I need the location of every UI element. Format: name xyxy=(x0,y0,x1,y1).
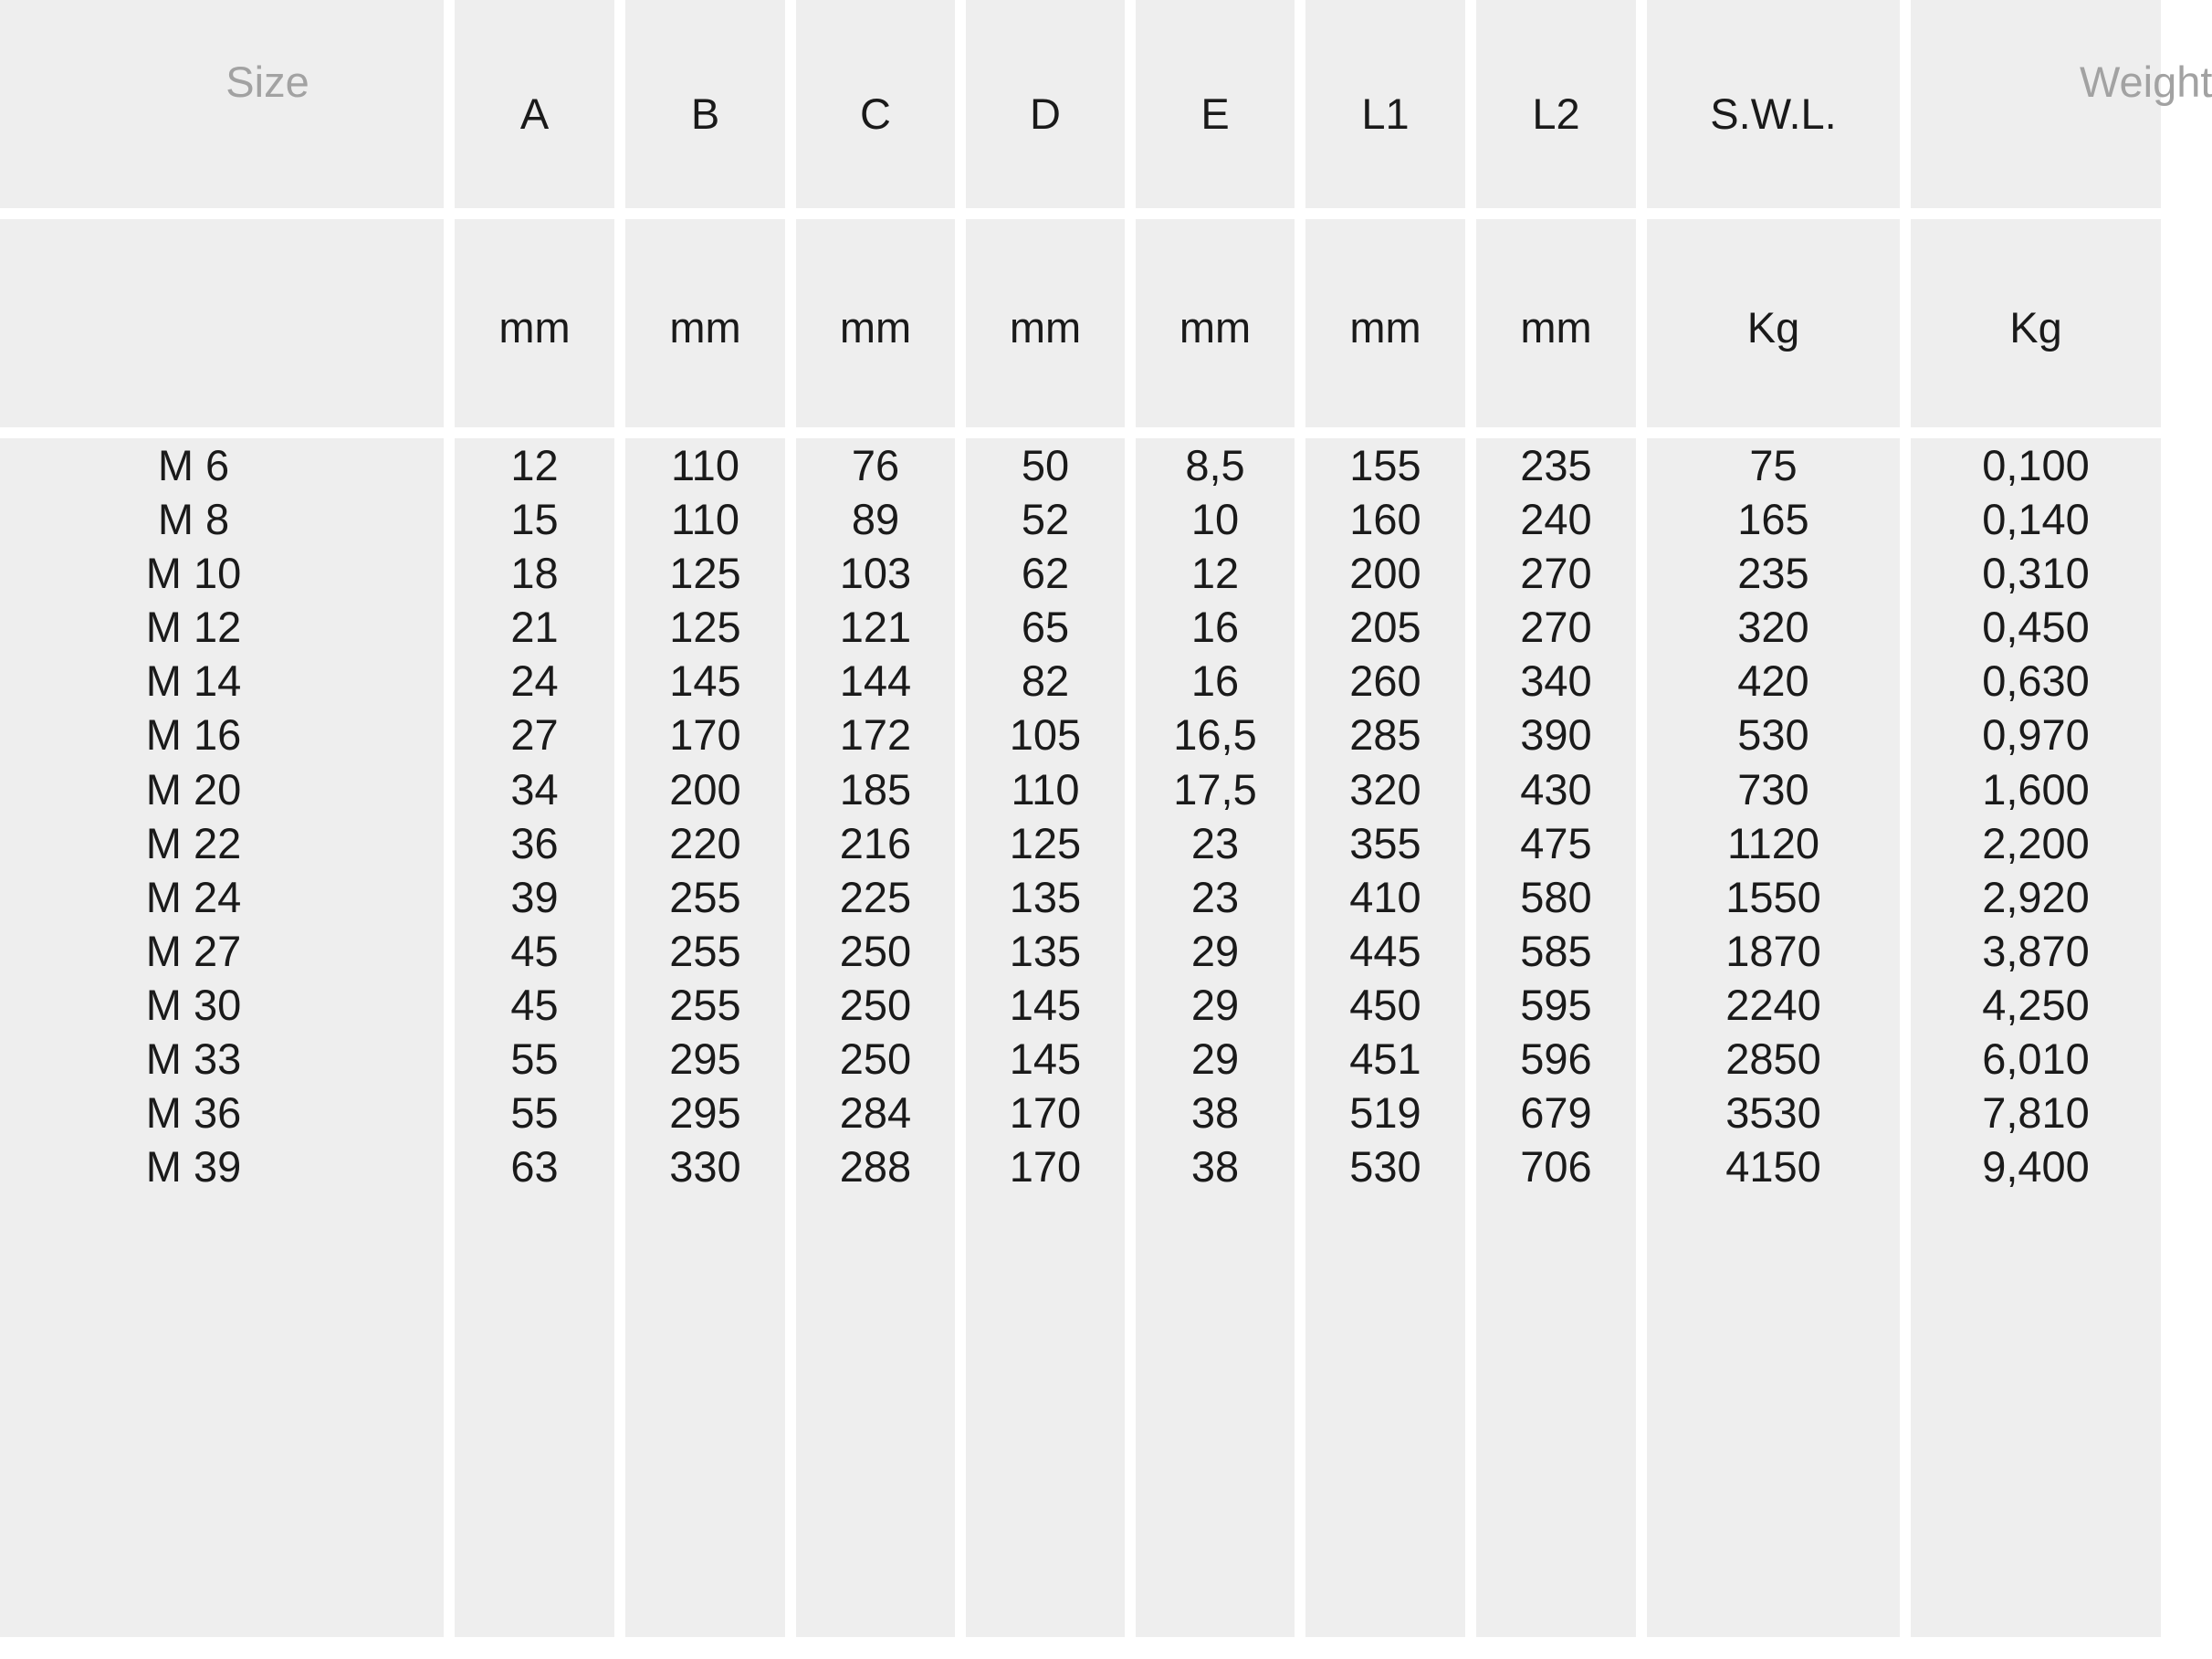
l1-value: 160 xyxy=(1349,495,1421,544)
l1-value: 155 xyxy=(1349,441,1421,489)
size-value: M 36 xyxy=(145,1088,242,1138)
d-value: 135 xyxy=(1009,926,1082,975)
e-value: 16 xyxy=(1190,656,1240,706)
header-size-label: Size xyxy=(225,58,309,106)
e-value: 38 xyxy=(1190,1088,1240,1138)
l1-value: 410 xyxy=(1349,872,1421,921)
b-value: 330 xyxy=(669,1142,741,1192)
swl-value: 420 xyxy=(1737,656,1809,706)
c-column xyxy=(796,438,955,1637)
header-size xyxy=(0,0,444,208)
size-value: M 14 xyxy=(145,656,242,706)
e-value: 23 xyxy=(1190,818,1240,867)
swl-column xyxy=(1647,438,1900,1637)
unit-d-label: mm xyxy=(1009,302,1082,352)
b-value: 145 xyxy=(669,656,741,706)
unit-swl-label: Kg xyxy=(1746,302,1800,352)
size-value: M 8 xyxy=(157,495,230,544)
c-value: 172 xyxy=(839,710,912,760)
a-value: 45 xyxy=(510,926,559,975)
e-value: 12 xyxy=(1190,549,1240,598)
l2-value: 235 xyxy=(1520,441,1592,489)
unit-c-label: mm xyxy=(839,302,912,352)
c-value: 144 xyxy=(839,656,912,706)
a-column xyxy=(455,438,614,1637)
swl-value: 3530 xyxy=(1725,1088,1821,1138)
c-value: 225 xyxy=(839,872,912,921)
unit-d xyxy=(966,219,1125,427)
l1-value: 355 xyxy=(1349,818,1421,867)
swl-value: 235 xyxy=(1737,549,1809,598)
a-value: 12 xyxy=(510,441,559,489)
b-value: 170 xyxy=(669,710,741,760)
weight-value: 0,140 xyxy=(1982,495,2090,544)
l2-value: 596 xyxy=(1520,1034,1592,1084)
d-value: 52 xyxy=(1021,495,1070,544)
l2-value: 270 xyxy=(1520,549,1592,598)
c-value: 284 xyxy=(839,1088,912,1138)
header-a-label: A xyxy=(519,89,550,138)
header-swl-label: S.W.L. xyxy=(1710,89,1837,138)
a-list xyxy=(455,438,614,1193)
size-value: M 24 xyxy=(145,872,242,921)
header-row xyxy=(0,0,2161,208)
c-value: 250 xyxy=(839,926,912,975)
e-value: 10 xyxy=(1190,495,1240,544)
weight-value: 9,400 xyxy=(1982,1142,2090,1192)
weight-value: 4,250 xyxy=(1982,980,2090,1029)
header-l1 xyxy=(1305,0,1465,208)
weight-list xyxy=(1911,438,2161,1193)
b-value: 295 xyxy=(669,1034,741,1084)
size-column xyxy=(0,438,444,1637)
weight-value: 1,600 xyxy=(1982,764,2090,814)
weight-value: 3,870 xyxy=(1982,926,2090,975)
unit-c xyxy=(796,219,955,427)
b-value: 255 xyxy=(669,872,741,921)
swl-list xyxy=(1647,438,1900,1193)
l1-value: 530 xyxy=(1349,1142,1421,1192)
swl-value: 2850 xyxy=(1725,1034,1821,1084)
weight-value: 0,450 xyxy=(1982,603,2090,652)
swl-value: 320 xyxy=(1737,603,1809,652)
swl-value: 530 xyxy=(1737,710,1809,760)
header-weight-label: Weight xyxy=(2080,58,2212,106)
b-value: 200 xyxy=(669,764,741,814)
l1-value: 445 xyxy=(1349,926,1421,975)
a-value: 18 xyxy=(510,549,559,598)
a-value: 21 xyxy=(510,603,559,652)
size-value: M 27 xyxy=(145,926,242,975)
b-value: 125 xyxy=(669,549,741,598)
l1-value: 260 xyxy=(1349,656,1421,706)
header-l1-label: L1 xyxy=(1361,89,1410,138)
c-value: 185 xyxy=(839,764,912,814)
weight-value: 6,010 xyxy=(1982,1034,2090,1084)
weight-value: 0,100 xyxy=(1982,441,2090,489)
e-value: 29 xyxy=(1190,980,1240,1029)
swl-value: 1870 xyxy=(1725,926,1821,975)
c-list xyxy=(796,438,955,1193)
a-value: 15 xyxy=(510,495,559,544)
b-value: 255 xyxy=(669,926,741,975)
b-value: 125 xyxy=(669,603,741,652)
e-value: 29 xyxy=(1190,926,1240,975)
l2-value: 706 xyxy=(1520,1142,1592,1192)
a-value: 36 xyxy=(510,818,559,867)
l2-value: 580 xyxy=(1520,872,1592,921)
weight-value: 7,810 xyxy=(1982,1088,2090,1138)
weight-value: 0,310 xyxy=(1982,549,2090,598)
l1-value: 450 xyxy=(1349,980,1421,1029)
unit-b xyxy=(625,219,785,427)
header-d xyxy=(966,0,1125,208)
swl-value: 1120 xyxy=(1726,818,1820,867)
unit-size xyxy=(0,219,444,427)
weight-value: 2,200 xyxy=(1982,818,2090,867)
header-b-label: B xyxy=(690,89,720,138)
c-value: 216 xyxy=(839,818,912,867)
a-value: 39 xyxy=(510,872,559,921)
swl-value: 730 xyxy=(1737,764,1809,814)
size-value: M 10 xyxy=(145,549,242,598)
size-value: M 16 xyxy=(145,710,242,760)
l2-value: 240 xyxy=(1520,495,1592,544)
b-value: 110 xyxy=(671,495,739,544)
d-column xyxy=(966,438,1125,1637)
unit-a-label: mm xyxy=(498,302,571,352)
unit-l2-label: mm xyxy=(1520,302,1592,352)
l2-value: 340 xyxy=(1520,656,1592,706)
d-value: 62 xyxy=(1021,549,1070,598)
header-l2 xyxy=(1476,0,1636,208)
d-list xyxy=(966,438,1125,1193)
l2-value: 430 xyxy=(1520,764,1592,814)
e-value: 16 xyxy=(1190,603,1240,652)
a-value: 55 xyxy=(510,1034,559,1084)
unit-l2 xyxy=(1476,219,1636,427)
l2-value: 270 xyxy=(1520,603,1592,652)
l1-value: 451 xyxy=(1349,1034,1421,1084)
header-a xyxy=(455,0,614,208)
swl-value: 75 xyxy=(1749,441,1798,489)
b-column xyxy=(625,438,785,1637)
units-row xyxy=(0,219,2161,427)
unit-b-label: mm xyxy=(669,302,741,352)
header-c-label: C xyxy=(860,89,891,138)
size-value: M 20 xyxy=(145,764,242,814)
header-swl xyxy=(1647,0,1900,208)
d-value: 125 xyxy=(1009,818,1082,867)
l1-value: 205 xyxy=(1349,603,1421,652)
b-value: 220 xyxy=(669,818,741,867)
l1-list xyxy=(1305,438,1465,1193)
l2-value: 679 xyxy=(1520,1088,1592,1138)
e-value: 23 xyxy=(1190,872,1240,921)
unit-weight xyxy=(1911,219,2161,427)
d-value: 145 xyxy=(1009,980,1082,1029)
l1-value: 200 xyxy=(1349,549,1421,598)
a-value: 63 xyxy=(510,1142,559,1192)
unit-l1 xyxy=(1305,219,1465,427)
size-value: M 30 xyxy=(145,980,242,1029)
b-value: 255 xyxy=(669,980,741,1029)
header-e-label: E xyxy=(1200,89,1230,138)
l1-value: 285 xyxy=(1349,710,1421,760)
swl-value: 2240 xyxy=(1725,980,1821,1029)
b-value: 110 xyxy=(671,441,739,489)
size-list xyxy=(0,438,444,1193)
unit-e xyxy=(1136,219,1295,427)
c-value: 103 xyxy=(839,549,912,598)
c-value: 121 xyxy=(839,603,912,652)
header-b xyxy=(625,0,785,208)
d-value: 135 xyxy=(1009,872,1082,921)
size-value: M 39 xyxy=(145,1142,242,1192)
l2-list xyxy=(1476,438,1636,1193)
header-weight xyxy=(1911,0,2212,208)
header-l2-label: L2 xyxy=(1532,89,1580,138)
weight-column xyxy=(1911,438,2161,1637)
l2-value: 475 xyxy=(1520,818,1592,867)
header-e xyxy=(1136,0,1295,208)
header-c xyxy=(796,0,955,208)
unit-weight-label: Kg xyxy=(2009,302,2062,352)
l1-column xyxy=(1305,438,1465,1637)
l1-value: 320 xyxy=(1349,764,1421,814)
e-value: 8,5 xyxy=(1185,441,1245,489)
d-value: 50 xyxy=(1021,441,1070,489)
size-value: M 12 xyxy=(145,603,242,652)
a-value: 24 xyxy=(510,656,559,706)
l1-value: 519 xyxy=(1349,1088,1421,1138)
weight-value: 2,920 xyxy=(1982,872,2090,921)
b-value: 295 xyxy=(669,1088,741,1138)
d-value: 170 xyxy=(1009,1088,1082,1138)
e-list xyxy=(1136,438,1295,1193)
weight-value: 0,630 xyxy=(1982,656,2090,706)
d-value: 145 xyxy=(1009,1034,1082,1084)
values-row xyxy=(0,438,2161,1637)
b-list xyxy=(625,438,785,1193)
l2-column xyxy=(1476,438,1636,1637)
e-value: 16,5 xyxy=(1173,710,1257,760)
c-value: 288 xyxy=(839,1142,912,1192)
swl-value: 165 xyxy=(1737,495,1809,544)
d-value: 105 xyxy=(1009,710,1082,760)
header-d-label: D xyxy=(1030,89,1061,138)
unit-l1-label: mm xyxy=(1349,302,1421,352)
d-value: 110 xyxy=(1011,764,1080,814)
unit-e-label: mm xyxy=(1179,302,1252,352)
d-value: 170 xyxy=(1009,1142,1082,1192)
swl-value: 1550 xyxy=(1725,872,1821,921)
size-value: M 22 xyxy=(145,818,242,867)
c-value: 250 xyxy=(839,980,912,1029)
l2-value: 595 xyxy=(1520,980,1592,1029)
l2-value: 585 xyxy=(1520,926,1592,975)
a-value: 34 xyxy=(510,764,559,814)
unit-a xyxy=(455,219,614,427)
d-value: 65 xyxy=(1021,603,1070,652)
swl-value: 4150 xyxy=(1725,1142,1821,1192)
l2-value: 390 xyxy=(1520,710,1592,760)
e-value: 17,5 xyxy=(1173,764,1257,814)
d-value: 82 xyxy=(1021,656,1070,706)
a-value: 45 xyxy=(510,980,559,1029)
unit-swl xyxy=(1647,219,1900,427)
c-value: 76 xyxy=(851,441,900,489)
e-value: 29 xyxy=(1190,1034,1240,1084)
size-value: M 33 xyxy=(145,1034,242,1084)
c-value: 250 xyxy=(839,1034,912,1084)
e-column xyxy=(1136,438,1295,1637)
e-value: 38 xyxy=(1190,1142,1240,1192)
weight-value: 0,970 xyxy=(1982,710,2090,760)
a-value: 55 xyxy=(510,1088,559,1138)
size-value: M 6 xyxy=(157,441,230,489)
c-value: 89 xyxy=(851,495,900,544)
a-value: 27 xyxy=(510,710,559,760)
